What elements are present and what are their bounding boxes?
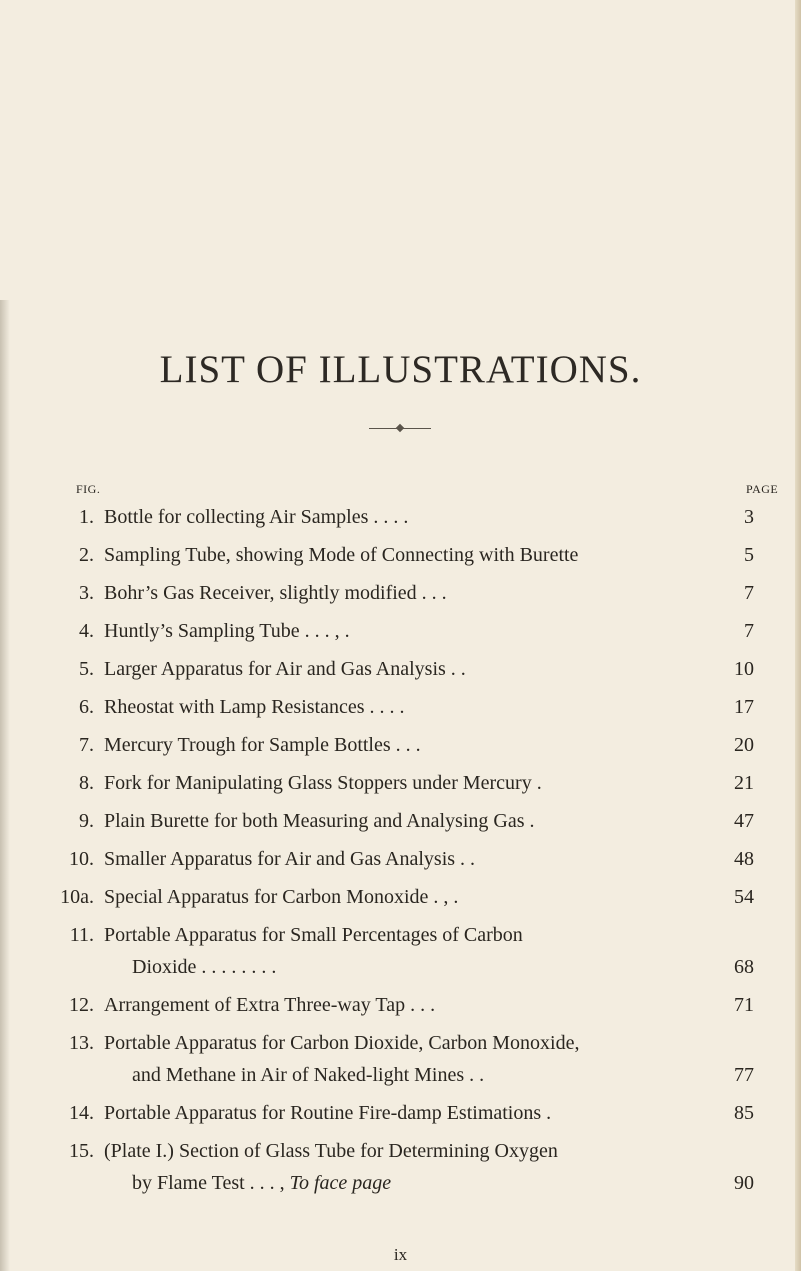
entry-number: 7. xyxy=(79,734,94,756)
page-title: LIST OF ILLUSTRATIONS. xyxy=(159,348,642,391)
entry-page-number: 48 xyxy=(734,848,754,870)
rule-diamond-ornament xyxy=(396,424,404,432)
entry-page-number: 90 xyxy=(734,1172,754,1194)
entry-title: Plain Burette for both Measuring and Analysing Gas . xyxy=(104,810,535,832)
entry-number: 8. xyxy=(79,772,94,794)
entry-title: Special Apparatus for Carbon Monoxide . , . xyxy=(104,886,459,908)
entry-number: 10. xyxy=(69,848,94,870)
entry-number: 12. xyxy=(69,994,94,1016)
entry-page-number: 3 xyxy=(744,506,754,528)
entry-title: Bohr’s Gas Receiver, slightly modified . . . xyxy=(104,582,447,604)
entry-continuation-text: by Flame Test . . . , xyxy=(132,1172,285,1194)
entry-title: Portable Apparatus for Small Percentages of Carbon xyxy=(104,924,523,946)
entry-page-number: 17 xyxy=(734,696,754,718)
entry-number: 4. xyxy=(79,620,94,642)
entry-number: 14. xyxy=(69,1102,94,1124)
entry-title: Huntly’s Sampling Tube . . . , . xyxy=(104,620,350,642)
entry-title: Mercury Trough for Sample Bottles . . . xyxy=(104,734,421,756)
column-header-page: PAGE xyxy=(746,482,779,496)
entry-page-number: 20 xyxy=(734,734,754,756)
entry-title: Rheostat with Lamp Resistances . . . . xyxy=(104,696,405,718)
entry-page-number: 85 xyxy=(734,1102,754,1124)
entry-number: 3. xyxy=(79,582,94,604)
column-header-fig: FIG. xyxy=(76,482,101,496)
entry-number: 10a. xyxy=(60,886,94,908)
entry-title: Bottle for collecting Air Samples . . . . xyxy=(104,506,409,528)
entry-title: Smaller Apparatus for Air and Gas Analysis . . xyxy=(104,848,476,870)
folio-page-number: ix xyxy=(393,1245,408,1264)
entry-title: Sampling Tube, showing Mode of Connecting with Burette xyxy=(104,544,579,566)
entry-title: Portable Apparatus for Carbon Dioxide, Carbon Monoxide, xyxy=(104,1032,580,1054)
page-edge xyxy=(795,0,801,1271)
entry-title-continuation: Dioxide . . . . . . . . xyxy=(132,956,277,978)
entry-page-number: 21 xyxy=(734,772,754,794)
entry-number: 13. xyxy=(69,1032,94,1054)
entry-number: 5. xyxy=(79,658,94,680)
entry-number: 15. xyxy=(69,1140,94,1162)
entry-number: 1. xyxy=(79,506,94,528)
entry-page-number: 7 xyxy=(744,582,754,604)
entry-page-number: 54 xyxy=(734,886,754,908)
entry-page-number: 71 xyxy=(734,994,754,1016)
entry-title: Arrangement of Extra Three-way Tap . . . xyxy=(104,994,436,1016)
entry-title: Portable Apparatus for Routine Fire-damp Estimations . xyxy=(104,1102,552,1124)
entry-page-number: 5 xyxy=(744,544,754,566)
entry-title-continuation: and Methane in Air of Naked-light Mines . . xyxy=(132,1064,485,1086)
to-face-page-note: To face page xyxy=(289,1172,392,1194)
entry-page-number: 68 xyxy=(734,956,754,978)
entry-title-continuation xyxy=(132,1172,391,1195)
entry-page-number: 7 xyxy=(744,620,754,642)
entry-title: (Plate I.) Section of Glass Tube for Determining Oxygen xyxy=(104,1140,558,1162)
entry-page-number: 47 xyxy=(734,810,754,832)
entry-number: 2. xyxy=(79,544,94,566)
entry-number: 6. xyxy=(79,696,94,718)
entry-number: 9. xyxy=(79,810,94,832)
entry-title: Larger Apparatus for Air and Gas Analysis . . xyxy=(104,658,466,680)
entry-number: 11. xyxy=(69,924,94,946)
entry-title: Fork for Manipulating Glass Stoppers under Mercury . xyxy=(104,772,542,794)
entry-page-number: 10 xyxy=(734,658,754,680)
binding-shadow xyxy=(0,300,10,1271)
entry-page-number: 77 xyxy=(734,1064,754,1086)
